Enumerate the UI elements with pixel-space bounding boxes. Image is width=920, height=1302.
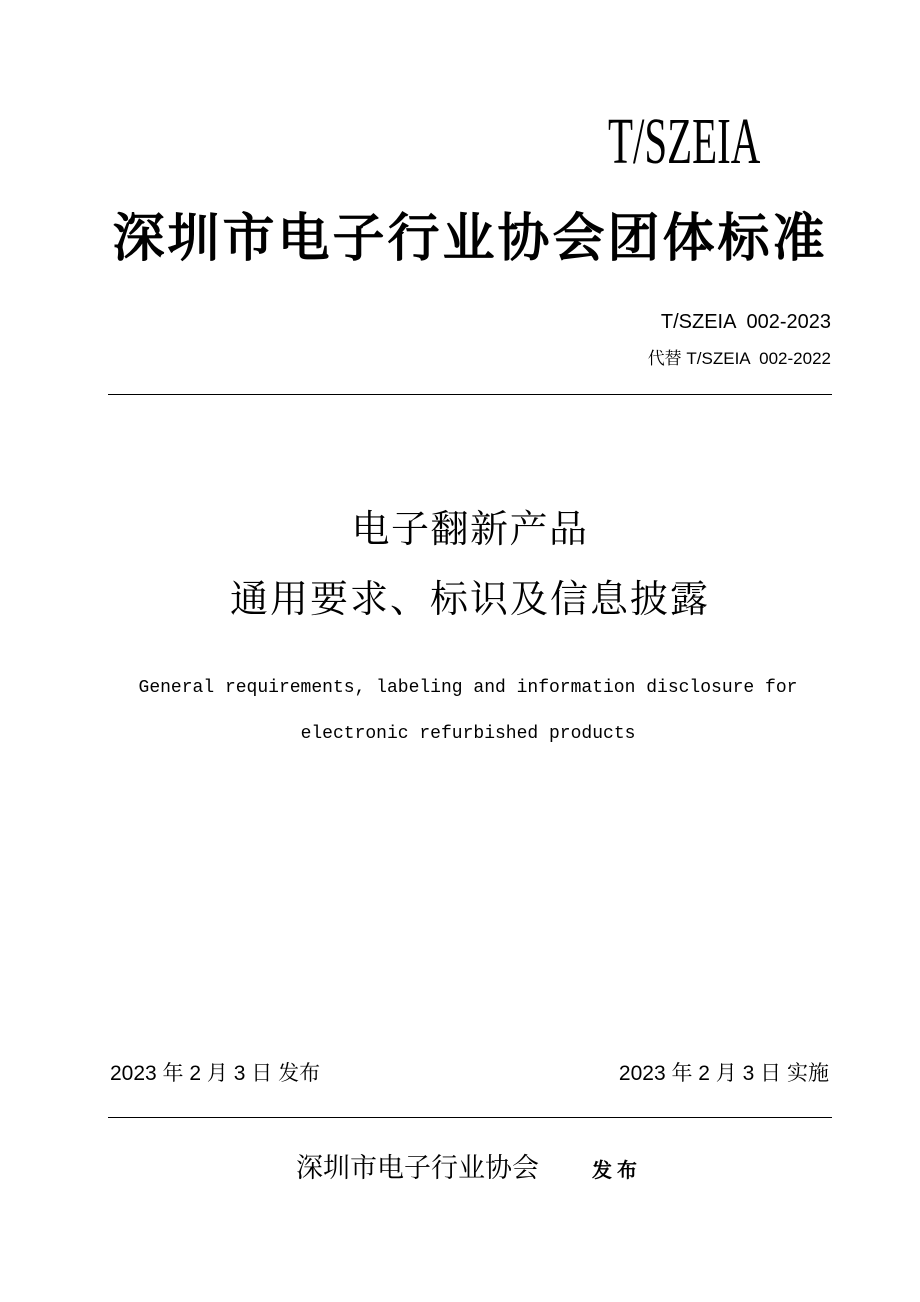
standard-number: T/SZEIA 002-2023 [660, 311, 831, 333]
publisher-name: 深圳市电子行业协会 [296, 1153, 539, 1183]
publish-date: 2023 年 2 月 3 日 发布 [110, 1062, 321, 1085]
standard-code-mark: T/SZEIA [608, 105, 761, 178]
implementation-date: 2023 年 2 月 3 日 实施 [618, 1062, 829, 1085]
title-english-line-2: electronic refurbished products [300, 724, 636, 744]
title-english-line-1: General requirements, labeling and information disclosure for [138, 678, 798, 698]
publish-label: 发 布 [592, 1160, 637, 1182]
replaced-standard-number: 代替 T/SZEIA 002-2022 [647, 349, 831, 368]
title-chinese-line-1: 电子翻新产品 [351, 509, 589, 551]
title-chinese-line-2: 通用要求、标识及信息披露 [229, 579, 710, 621]
bottom-divider [108, 1117, 832, 1118]
top-divider [108, 394, 832, 395]
standard-type-heading: 深圳市电子行业协会团体标准 [112, 210, 828, 268]
